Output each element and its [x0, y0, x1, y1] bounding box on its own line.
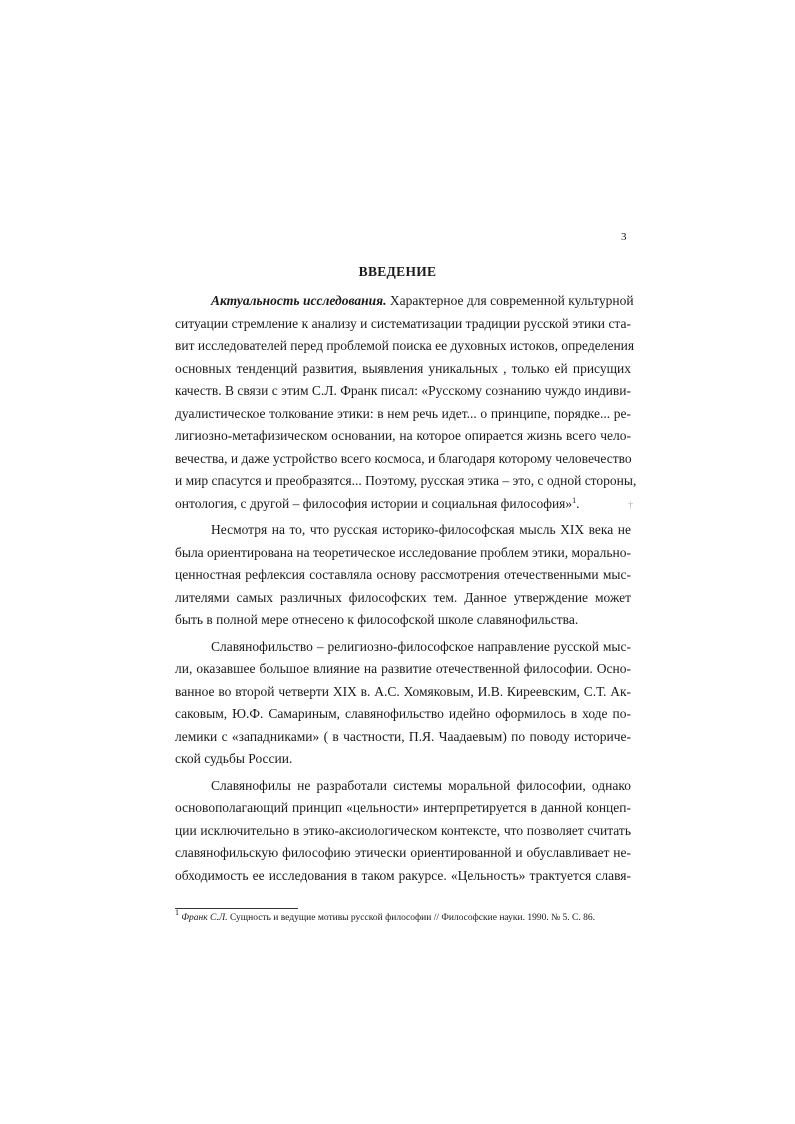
text-line: основополагающий принцип «цельности» интерпретируется в данной концеп-	[175, 800, 631, 815]
text-line: быть в полной мере отнесено к философской школе славянофильства.	[175, 612, 579, 627]
footnote-number: 1	[175, 908, 179, 917]
text-line: основных тенденций развития, выявления уникальных , только ей присущих	[175, 360, 631, 376]
text-line: обходимость ее исследования в таком ракурсе. «Цельность» трактуется славя-	[175, 867, 631, 883]
text-line: дуалистическое толкование этики: в нем речь идет... о принципе, порядке... ре-	[175, 405, 631, 421]
footnote-text: Сущность и ведущие мотивы русской философии // Философские науки. 1990. № 5. С. 86.	[227, 913, 595, 923]
chapter-heading: ВВЕДЕНИЕ	[358, 264, 437, 279]
footnote-author: Франк С.Л.	[181, 913, 228, 923]
paragraph-reflection	[175, 519, 631, 632]
text-line: качеств. В связи с этим С.Л. Франк писал: «Русскому сознанию чуждо индиви-	[175, 383, 631, 398]
text-line: ской судьбы России.	[175, 751, 293, 766]
paragraph-relevance	[175, 290, 637, 515]
text-line: саковым, Ю.Ф. Самариным, славянофильство идейно оформилось в ходе по-	[175, 706, 631, 721]
text-line: Актуальность исследования. Характерное для современной культурной	[211, 293, 634, 308]
text-line: ванное во второй четверти XIX в. А.С. Хомяковым, И.В. Киреевским, С.Т. Ак-	[175, 683, 631, 699]
text-line: ции исключительно в этико-аксиологическом контексте, что позволяет считать	[175, 822, 631, 838]
section-lead: Актуальность исследования.	[211, 293, 387, 308]
text-line: лигиозно-метафизическом основании, на которое опирается жизнь всего чело-	[175, 428, 631, 443]
text-line: лителями самых различных философских тем. Данное утверждение может	[175, 589, 631, 605]
page-number: 3	[621, 231, 627, 243]
text-line: ситуации стремление к анализу и систематизации традиции русской этики ста-	[175, 315, 631, 331]
paragraph-slavophilism	[175, 636, 631, 771]
text-line: ценностная рефлексия составляла основу рассмотрения отечественными мыс-	[175, 567, 631, 582]
text-line: вечества, и даже устройство всего космоса, и благодаря которому человечество	[175, 450, 632, 466]
text-line: Несмотря на то, что русская историко-философская мысль XIX века не	[211, 522, 631, 537]
text-line: онтология, с другой – философия истории и социальная философия»$^1$.	[175, 495, 580, 511]
text-line: вит исследователей перед проблемой поиска ее духовных истоков, определения	[175, 338, 635, 353]
scan-mark: †	[628, 500, 633, 511]
footnote	[175, 908, 631, 923]
paragraph-integrity	[175, 775, 631, 888]
text-line: и мир спасутся и преобразятся... Поэтому, русская этика – это, с одной стороны,	[175, 473, 637, 488]
text-line: Славянофильство – религиозно-философское направление русской мыс-	[211, 638, 631, 654]
text-line: ли, оказавшее большое влияние на развитие отечественной философии. Осно-	[175, 661, 631, 676]
footnote-divider	[175, 908, 298, 909]
text-line: Славянофилы не разработали системы моральной философии, однако	[211, 777, 631, 793]
text-line: славянофильскую философию этически ориентированной и обуславливает не-	[175, 845, 631, 860]
text-line: была ориентирована на теоретическое исследование проблем этики, морально-	[175, 544, 632, 560]
footnote-reference[interactable]: 1	[572, 495, 577, 505]
body-text	[175, 290, 637, 891]
text-line: лемики с «западниками» ( в частности, П.Я. Чаадаевым) по поводу историче-	[175, 728, 631, 744]
